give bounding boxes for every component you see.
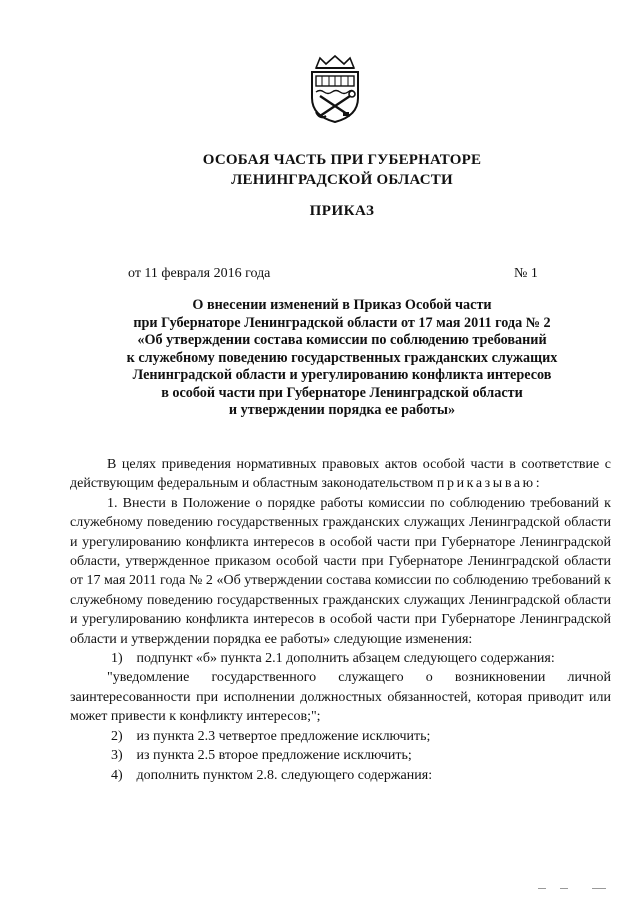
organization-name-line1: ОСОБАЯ ЧАСТЬ ПРИ ГУБЕРНАТОРЕ: [202, 152, 482, 168]
intro-text: В целях приведения нормативных правовых актов особой части в соответствие с действующим федеральным и областным законодательством: [70, 457, 611, 492]
list-item-number: 2): [111, 728, 123, 744]
coat-of-arms-icon: [302, 54, 368, 124]
order-word: приказываю:: [436, 476, 543, 492]
list-item-text: из пункта 2.5 второе предложение исключить;: [136, 748, 412, 764]
quoted-paragraph: "уведомление государственного служащего о возникновении личной заинтересованности при исполнении должностных обязанностей, которая приводит или может привести к конфликту интересов;";: [70, 670, 611, 725]
list-item-number: 1): [111, 651, 123, 667]
intro-paragraph: [70, 455, 611, 494]
list-item: [70, 727, 611, 746]
list-item: [70, 766, 611, 785]
title-line: Ленинградской области и урегулированию конфликта интересов: [132, 367, 552, 383]
title-line: в особой части при Губернаторе Ленинградской области: [161, 384, 523, 401]
list-item: [70, 746, 611, 765]
scan-mark: [538, 888, 546, 889]
scan-mark: [592, 888, 606, 889]
document-body: [70, 455, 611, 785]
list-item: [70, 649, 611, 668]
document-date: от 11 февраля 2016 года: [128, 266, 271, 281]
document-number: № 1: [514, 266, 538, 281]
title-line: и утверждении порядка ее работы»: [228, 402, 456, 418]
title-line: О внесении изменений в Приказ Особой части: [192, 297, 492, 313]
list-item-number: 3): [111, 748, 123, 764]
document-title: [40, 297, 640, 420]
title-line: «Об утверждении состава комиссии по соблюдению требований: [137, 332, 547, 348]
list-item-text: дополнить пунктом 2.8. следующего содержания:: [136, 767, 433, 783]
list-item-number: 4): [111, 767, 123, 783]
document-type: ПРИКАЗ: [309, 203, 375, 219]
organization-name-line2: ЛЕНИНГРАДСКОЙ ОБЛАСТИ: [231, 172, 453, 188]
paragraph-1: 1. Внести в Положение о порядке работы комиссии по соблюдению требований к служебному поведению государственных гражданских служащих Ленинградской области и урегулированию конфликта интересов в особой части при Губернаторе Ленинградской области, утвержденное приказом особой части при Губернаторе Ленинградской области от 17 мая 2011 года № 2 «Об утверждении состава комиссии по соблюдению требований к служебному поведению государственных гражданских служащих Ленинградской области и урегулированию конфликта интересов в особой части при Губернаторе Ленинградской области и утверждении порядка ее работы» следующие изменения:: [70, 495, 611, 647]
title-line: при Губернаторе Ленинградской области от 17 мая 2011 года № 2: [133, 314, 551, 331]
list-item-text: подпункт «б» пункта 2.1 дополнить абзацем следующего содержания:: [136, 651, 555, 667]
title-line: к служебному поведению государственных гражданских служащих: [126, 349, 558, 366]
scan-mark: [560, 888, 568, 889]
list-item-text: из пункта 2.3 четвертое предложение исключить;: [136, 728, 431, 744]
